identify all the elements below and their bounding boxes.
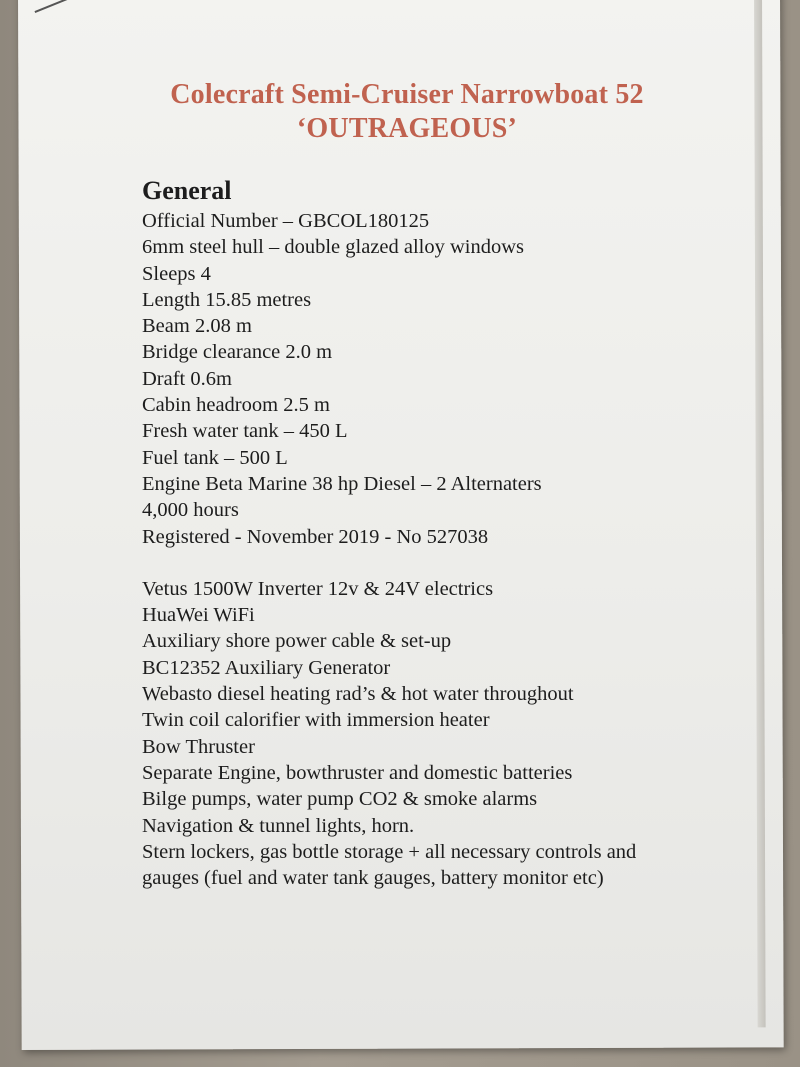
list-item: Draft 0.6m — [142, 367, 232, 390]
list-item: 4,000 hours — [142, 499, 239, 522]
list-item: HuaWei WiFi — [142, 604, 255, 627]
list-item: Bilge pumps, water pump CO2 & smoke alarms — [142, 788, 538, 811]
list-item: Auxiliary shore power cable & set-up — [142, 630, 452, 653]
list-item: Stern lockers, gas bottle storage + all necessary controls and gauges (fuel and water tank gauges, battery monitor etc) — [142, 840, 637, 890]
list-item: Bow Thruster — [142, 735, 255, 758]
document-header — [0, 78, 800, 146]
list-item: Bridge clearance 2.0 m — [142, 341, 333, 364]
list-item: Beam 2.08 m — [142, 315, 252, 338]
section-heading-general: General — [142, 176, 232, 205]
list-item: Registered - November 2019 - No 527038 — [142, 525, 489, 548]
list-item: Cabin headroom 2.5 m — [142, 394, 330, 417]
boat-name: ‘OUTRAGEOUS’ — [296, 113, 518, 144]
list-item: Separate Engine, bowthruster and domestic batteries — [142, 761, 573, 784]
list-item: Webasto diesel heating rad’s & hot water throughout — [142, 683, 574, 706]
list-item: BC12352 Auxiliary Generator — [142, 656, 391, 679]
list-item: Length 15.85 metres — [142, 288, 312, 311]
list-item: Sleeps 4 — [142, 262, 211, 285]
list-item: Twin coil calorifier with immersion heater — [142, 709, 490, 732]
list-item: Navigation & tunnel lights, horn. — [142, 814, 415, 837]
features-list — [142, 576, 662, 892]
boat-title: Colecraft Semi-Cruiser Narrowboat 52 — [170, 79, 644, 110]
list-item: Official Number – GBCOL180125 — [142, 210, 430, 232]
list-item: Engine Beta Marine 38 hp Diesel – 2 Alternaters — [142, 472, 542, 495]
list-item: Fresh water tank – 450 L — [142, 420, 348, 443]
paper-edge — [754, 0, 766, 1027]
list-item: 6mm steel hull – double glazed alloy windows — [142, 236, 525, 259]
general-spec-list — [142, 208, 662, 550]
list-item: Vetus 1500W Inverter 12v & 24V electrics — [142, 577, 494, 600]
paragraph-gap — [142, 550, 662, 576]
list-item: Fuel tank – 500 L — [142, 446, 288, 469]
document-body — [142, 174, 662, 891]
